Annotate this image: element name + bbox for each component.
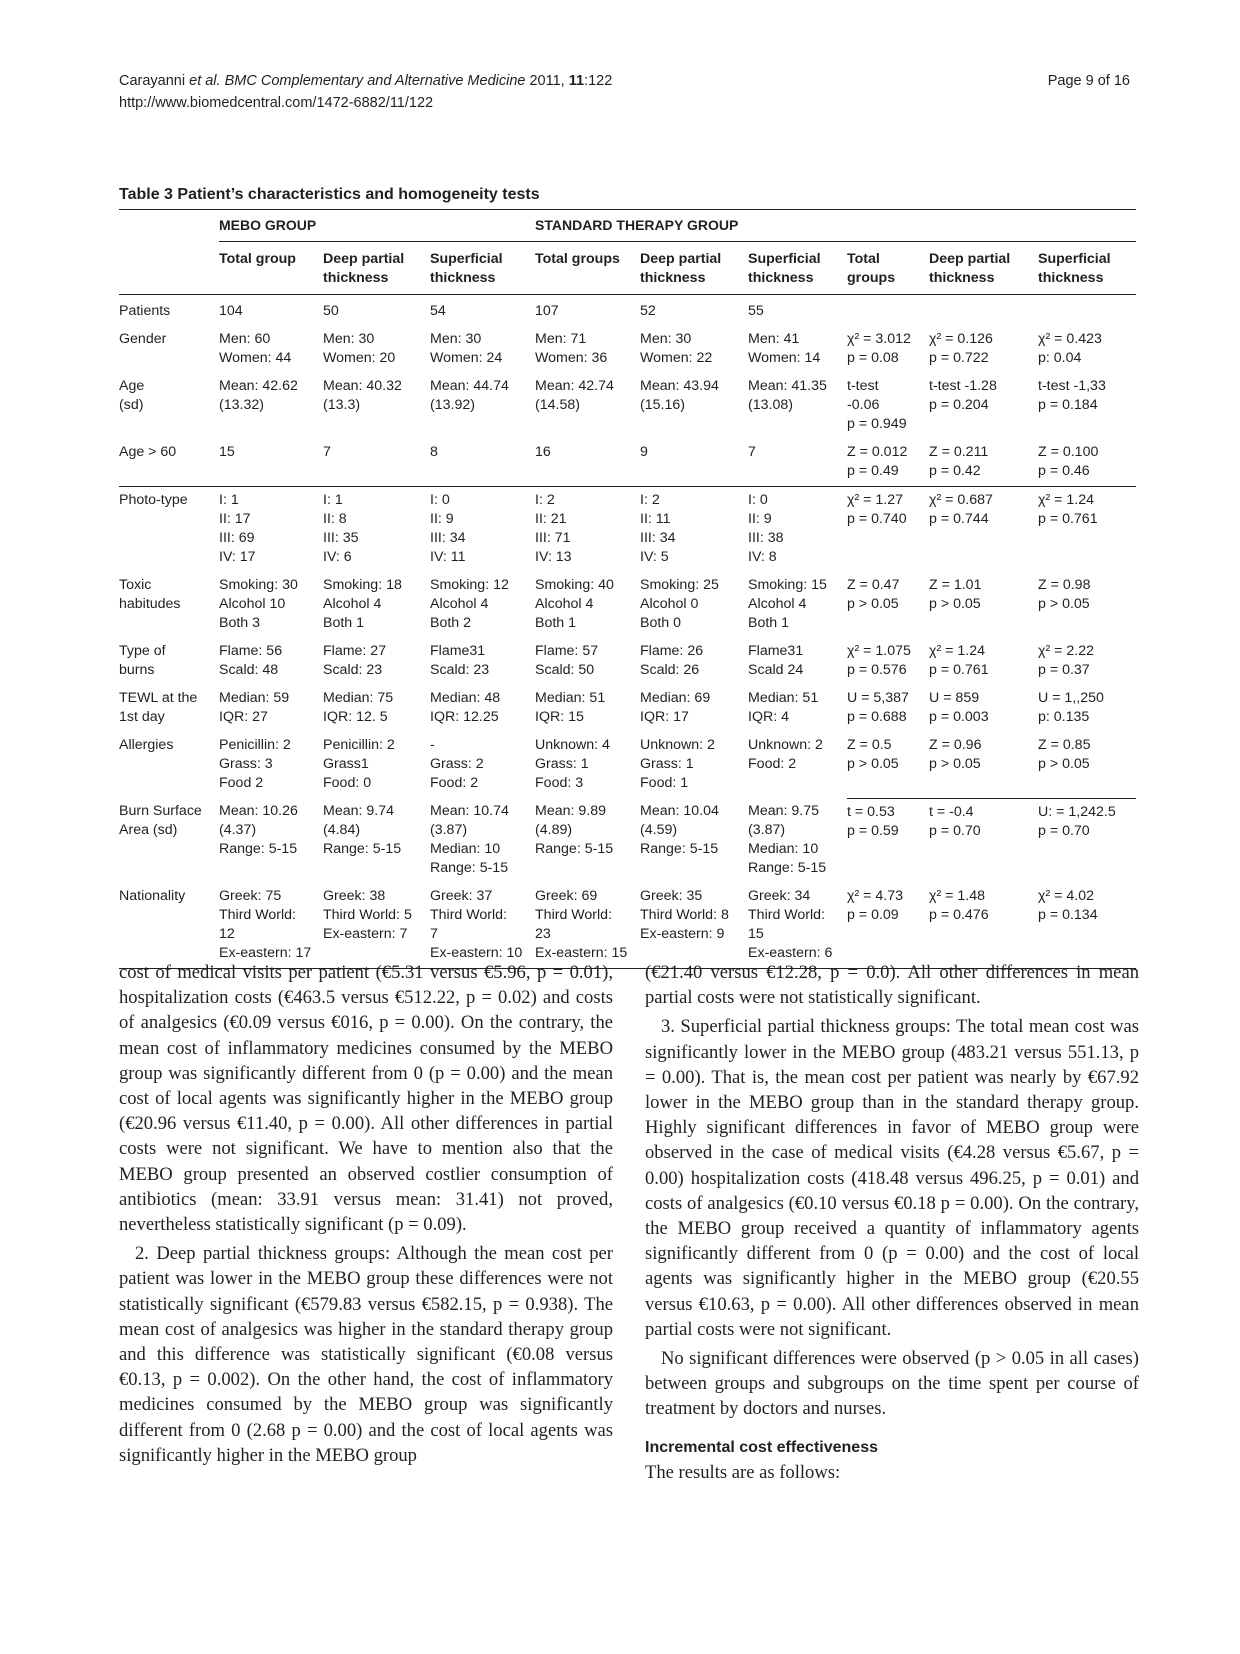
table-cell: χ² = 1.075 p = 0.576 bbox=[847, 643, 911, 678]
table-cell: Mean: 41.35 (13.08) bbox=[748, 378, 827, 413]
table-cell: Mean: 42.62 (13.32) bbox=[219, 378, 298, 413]
column-header: Total group bbox=[219, 242, 323, 295]
table-cell: t-test -1,33 p = 0.184 bbox=[1038, 378, 1106, 413]
table-cell: Smoking: 18 Alcohol 4 Both 1 bbox=[323, 577, 402, 631]
table-cell: χ² = 1.24 p = 0.761 bbox=[929, 643, 989, 678]
table-cell: 55 bbox=[748, 303, 764, 319]
table-cell: χ² = 3.012 p = 0.08 bbox=[847, 331, 911, 366]
table-cell: 9 bbox=[640, 439, 748, 487]
table-cell: Flame: 56 Scald: 48 bbox=[219, 643, 283, 678]
table-row bbox=[119, 572, 1136, 638]
table-container bbox=[119, 209, 1136, 969]
table-cell: 8 bbox=[430, 439, 535, 487]
table-cell: Mean: 9.75 (3.87) Median: 10 Range: 5-15 bbox=[748, 803, 827, 876]
table-cell: Greek: 35 Third World: 8 Ex-eastern: 9 bbox=[640, 883, 748, 969]
table-cell: Flame31 Scald: 23 bbox=[430, 643, 490, 678]
table-cell: 52 bbox=[640, 303, 656, 319]
group-header-mebo: MEBO GROUP bbox=[219, 210, 535, 242]
row-label: Allergies bbox=[119, 737, 174, 753]
table-cell: U: = 1,242.5 p = 0.70 bbox=[1038, 798, 1136, 883]
table-cell: Smoking: 15 Alcohol 4 Both 1 bbox=[748, 577, 827, 631]
table-cell: Men: 71 Women: 36 bbox=[535, 331, 608, 366]
table-cell: χ² = 1.27 p = 0.740 bbox=[847, 492, 907, 527]
table-cell bbox=[847, 295, 929, 327]
row-label: Patients bbox=[119, 303, 171, 319]
table-cell: Mean: 9.89 (4.89) Range: 5-15 bbox=[535, 803, 614, 857]
table-cell: 15 bbox=[219, 439, 323, 487]
article-url[interactable]: http://www.biomedcentral.com/1472-6882/11/122 bbox=[119, 95, 434, 111]
row-label: Type of burns bbox=[119, 643, 166, 678]
citation-article: :122 bbox=[584, 73, 613, 89]
column-header: Total groups bbox=[535, 242, 640, 295]
characteristics-table bbox=[119, 209, 1136, 969]
table-row bbox=[119, 638, 1136, 685]
table-cell: Mean: 44.74 (13.92) bbox=[430, 378, 509, 413]
citation-year: 2011, bbox=[525, 73, 569, 89]
table-cell: Flame: 57 Scald: 50 bbox=[535, 643, 599, 678]
table-row bbox=[119, 732, 1136, 798]
table-cell: I: 1 II: 8 III: 35 IV: 6 bbox=[323, 492, 359, 565]
table-cell: χ² = 4.02 p = 0.134 bbox=[1038, 883, 1136, 969]
table-cell: Unknown: 4 Grass: 1 Food: 3 bbox=[535, 737, 610, 791]
table-row bbox=[119, 883, 1136, 969]
table-cell: I: 2 II: 11 III: 34 IV: 5 bbox=[640, 492, 676, 565]
table-cell: Z = 0.211 p = 0.42 bbox=[929, 439, 1038, 487]
table-cell: Median: 75 IQR: 12. 5 bbox=[323, 690, 394, 725]
row-label: Age > 60 bbox=[119, 439, 219, 487]
body-column-right bbox=[645, 960, 1139, 1485]
paragraph: cost of medical visits per patient (€5.31 versus €5.96, p = 0.01), hospitalization costs (€463.5 versus €512.22, p = 0.02) and costs of analgesics (€0.09 versus €016, p = 0.00). On the contrary, the mean cost of inflammatory medicines consumed by the MEBO group was significantly different from 0 (p = 0.00) and the mean cost of local agents was significantly higher in the MEBO group (€20.96 versus €11.40, p = 0.00). All other differences in partial costs were not significant. We have to mention also that the MEBO group presented an observed costlier consumption of antibiotics (mean: 33.91 versus mean: 31.41) not proved, nevertheless statistically significant (p = 0.09). bbox=[119, 962, 613, 1236]
column-header: Superficial thickness bbox=[748, 242, 847, 295]
column-header: Deep partial thickness bbox=[640, 242, 748, 295]
table-cell: Z = 0.96 p > 0.05 bbox=[929, 737, 982, 772]
row-label: TEWL at the 1st day bbox=[119, 690, 198, 725]
table-cell: 54 bbox=[430, 303, 446, 319]
table-cell: Penicillin: 2 Grass1 Food: 0 bbox=[323, 737, 395, 791]
table-cell: Men: 60 Women: 44 bbox=[219, 331, 292, 366]
table-cell: Greek: 69 Third World: 23 Ex-eastern: 15 bbox=[535, 883, 640, 969]
table-cell: Men: 30 Women: 20 bbox=[323, 331, 396, 366]
table-cell: Mean: 40.32 (13.3) bbox=[323, 378, 402, 413]
table-cell: Mean: 43.94 (15.16) bbox=[640, 378, 719, 413]
citation-etal: et al. bbox=[189, 73, 221, 89]
table-cell: I: 1 II: 17 III: 69 IV: 17 bbox=[219, 492, 256, 565]
table-cell: Z = 0.98 p > 0.05 bbox=[1038, 577, 1091, 612]
page-number: Page 9 of 16 bbox=[1047, 73, 1130, 89]
citation-line bbox=[119, 70, 612, 92]
table-cell: 50 bbox=[323, 303, 339, 319]
table-cell: t = -0.4 p = 0.70 bbox=[929, 798, 1038, 883]
table-cell: Greek: 38 Third World: 5 Ex-eastern: 7 bbox=[323, 883, 430, 969]
table-cell: Median: 59 IQR: 27 bbox=[219, 690, 290, 725]
table-cell: Mean: 10.74 (3.87) Median: 10 Range: 5-15 bbox=[430, 803, 509, 876]
row-label: Burn Surface Area (sd) bbox=[119, 803, 202, 838]
paragraph: No significant differences were observed (p > 0.05 in all cases) between groups and subgroups on the time spent per course of treatment by doctors and nurses. bbox=[645, 1348, 1139, 1420]
table-title: Table 3 Patient’s characteristics and homogeneity tests bbox=[119, 186, 540, 203]
table-cell: Men: 30 Women: 22 bbox=[640, 331, 713, 366]
table-row bbox=[119, 798, 1136, 883]
table-cell: Smoking: 12 Alcohol 4 Both 2 bbox=[430, 577, 509, 631]
table-cell: Z = 0.85 p > 0.05 bbox=[1038, 737, 1091, 772]
table-cell: Mean: 10.26 (4.37) Range: 5-15 bbox=[219, 803, 298, 857]
table-cell: χ² = 1.48 p = 0.476 bbox=[929, 883, 1038, 969]
citation-authors: Carayanni bbox=[119, 73, 190, 89]
table-cell: Smoking: 25 Alcohol 0 Both 0 bbox=[640, 577, 719, 631]
subheader-blank bbox=[119, 242, 219, 295]
row-label: Gender bbox=[119, 331, 167, 347]
table-cell: χ² = 0.126 p = 0.722 bbox=[929, 331, 993, 366]
table-cell: U = 1,,250 p: 0.135 bbox=[1038, 690, 1104, 725]
table-cell: t = 0.53 p = 0.59 bbox=[847, 798, 929, 883]
table-cell: χ² = 2.22 p = 0.37 bbox=[1038, 643, 1094, 678]
table-cell: U = 859 p = 0.003 bbox=[929, 690, 989, 725]
paragraph: 2. Deep partial thickness groups: Although the mean cost per patient was lower in the MEBO group these differences were not statistically significant (€579.83 versus €582.15, p = 0.938). The mean cost of analgesics was higher in the standard therapy group and this difference was statistically significant (€0.08 versus €0.13, p = 0.002). On the other hand, the cost of inflammatory medicines consumed by the MEBO group was significantly different from 0 (2.68 p = 0.00) and the cost of local agents was significantly higher in the MEBO group bbox=[119, 1243, 613, 1466]
table-cell: Z = 0.47 p > 0.05 bbox=[847, 577, 900, 612]
table-cell: Greek: 34 Third World: 15 Ex-eastern: 6 bbox=[748, 883, 847, 969]
column-header: Superficial thickness bbox=[430, 242, 535, 295]
row-label: Age (sd) bbox=[119, 378, 145, 413]
column-header: Superficial thickness bbox=[1038, 242, 1136, 295]
table-cell: t-test -1.28 p = 0.204 bbox=[929, 378, 997, 413]
table-cell: - Grass: 2 Food: 2 bbox=[430, 737, 484, 791]
table-cell: 16 bbox=[535, 439, 640, 487]
table-cell: Unknown: 2 Food: 2 bbox=[748, 737, 823, 772]
table-cell: Median: 48 IQR: 12.25 bbox=[430, 690, 501, 725]
paragraph: (€21.40 versus €12.28, p = 0.0). All other differences in mean partial costs were not statistically significant. bbox=[645, 962, 1139, 1009]
table-cell: Greek: 37 Third World: 7 Ex-eastern: 10 bbox=[430, 883, 535, 969]
table-cell: Men: 30 Women: 24 bbox=[430, 331, 503, 366]
body-column-left bbox=[119, 960, 613, 1468]
table-row bbox=[119, 487, 1136, 573]
table-cell: χ² = 1.24 p = 0.761 bbox=[1038, 492, 1098, 527]
section-heading: Incremental cost effectiveness bbox=[645, 1438, 878, 1456]
table-cell: U = 5,387 p = 0.688 bbox=[847, 690, 909, 725]
table-cell: I: 0 II: 9 III: 34 IV: 11 bbox=[430, 492, 466, 565]
row-label: Nationality bbox=[119, 883, 219, 969]
table-cell: 7 bbox=[748, 439, 847, 487]
table-cell: Mean: 9.74 (4.84) Range: 5-15 bbox=[323, 803, 402, 857]
table-cell: t-test -0.06 p = 0.949 bbox=[847, 378, 907, 432]
column-header: Deep partial thickness bbox=[929, 242, 1038, 295]
table-cell: Mean: 42.74 (14.58) bbox=[535, 378, 614, 413]
table-row bbox=[119, 439, 1136, 487]
table-row bbox=[119, 326, 1136, 373]
table-cell: χ² = 0.687 p = 0.744 bbox=[929, 492, 993, 527]
table-row bbox=[119, 685, 1136, 732]
table-cell: Z = 0.100 p = 0.46 bbox=[1038, 439, 1136, 487]
paragraph: The results are as follows: bbox=[645, 1461, 841, 1483]
table-cell: χ² = 0.423 p: 0.04 bbox=[1038, 331, 1102, 366]
table-cell: Penicillin: 2 Grass: 3 Food 2 bbox=[219, 737, 291, 791]
table-cell: Z = 0.5 p > 0.05 bbox=[847, 737, 899, 772]
table-cell: Men: 41 Women: 14 bbox=[748, 331, 821, 366]
column-header: Total groups bbox=[847, 242, 929, 295]
table-cell bbox=[1038, 295, 1136, 327]
table-cell: Z = 0.012 p = 0.49 bbox=[847, 439, 929, 487]
table-row bbox=[119, 373, 1136, 439]
table-cell: χ² = 4.73 p = 0.09 bbox=[847, 883, 929, 969]
table-cell: Unknown: 2 Grass: 1 Food: 1 bbox=[640, 737, 715, 791]
row-label: Photo-type bbox=[119, 492, 188, 508]
table-cell: 104 bbox=[219, 303, 243, 319]
table-cell: Flame: 26 Scald: 26 bbox=[640, 643, 704, 678]
column-header: Deep partial thickness bbox=[323, 242, 430, 295]
row-label: Toxic habitudes bbox=[119, 577, 181, 612]
table-cell: Median: 51 IQR: 4 bbox=[748, 690, 819, 725]
table-cell: 7 bbox=[323, 439, 430, 487]
citation-journal: BMC Complementary and Alternative Medicine bbox=[220, 73, 526, 89]
paragraph: 3. Superficial partial thickness groups: The total mean cost was significantly lower in the MEBO group (483.21 versus 551.13, p = 0.00). That is, the mean cost per patient was nearly by €67.92 lower in the MEBO group than in the standard therapy group. Highly significant differences in favor of MEBO group were observed in the case of medical visits (€4.28 versus €5.67, p = 0.00) hospitalization costs (418.48 versus 496.25, p = 0.01) and costs of analgesics (€0.10 versus €0.18 p = 0.00). On the contrary, the MEBO group received a quantity of inflammatory agents significantly different from 0 (p = 0.00) and the cost of local agents was significantly higher in the MEBO group (€20.55 versus €10.63, p = 0.00). All other differences observed in mean partial costs were not significant. bbox=[645, 1016, 1139, 1340]
table-cell: Z = 1.01 p > 0.05 bbox=[929, 577, 982, 612]
table-cell: Smoking: 30 Alcohol 10 Both 3 bbox=[219, 577, 298, 631]
table-cell: I: 2 II: 21 III: 71 IV: 13 bbox=[535, 492, 572, 565]
group-header-standard: STANDARD THERAPY GROUP bbox=[535, 210, 1136, 242]
table-cell: I: 0 II: 9 III: 38 IV: 8 bbox=[748, 492, 784, 565]
citation-volume: 11 bbox=[568, 73, 585, 89]
table-cell: Smoking: 40 Alcohol 4 Both 1 bbox=[535, 577, 614, 631]
table-cell bbox=[929, 295, 1038, 327]
table-cell: Greek: 75 Third World: 12 Ex-eastern: 17 bbox=[219, 883, 323, 969]
table-cell: Flame: 27 Scald: 23 bbox=[323, 643, 387, 678]
table-row bbox=[119, 295, 1136, 327]
table-cell: Flame31 Scald 24 bbox=[748, 643, 804, 678]
table-cell: Mean: 10.04 (4.59) Range: 5-15 bbox=[640, 803, 719, 857]
page-header-citation bbox=[119, 70, 612, 114]
table-cell: 107 bbox=[535, 303, 559, 319]
table-cell: Median: 69 IQR: 17 bbox=[640, 690, 711, 725]
table-cell: Median: 51 IQR: 15 bbox=[535, 690, 606, 725]
